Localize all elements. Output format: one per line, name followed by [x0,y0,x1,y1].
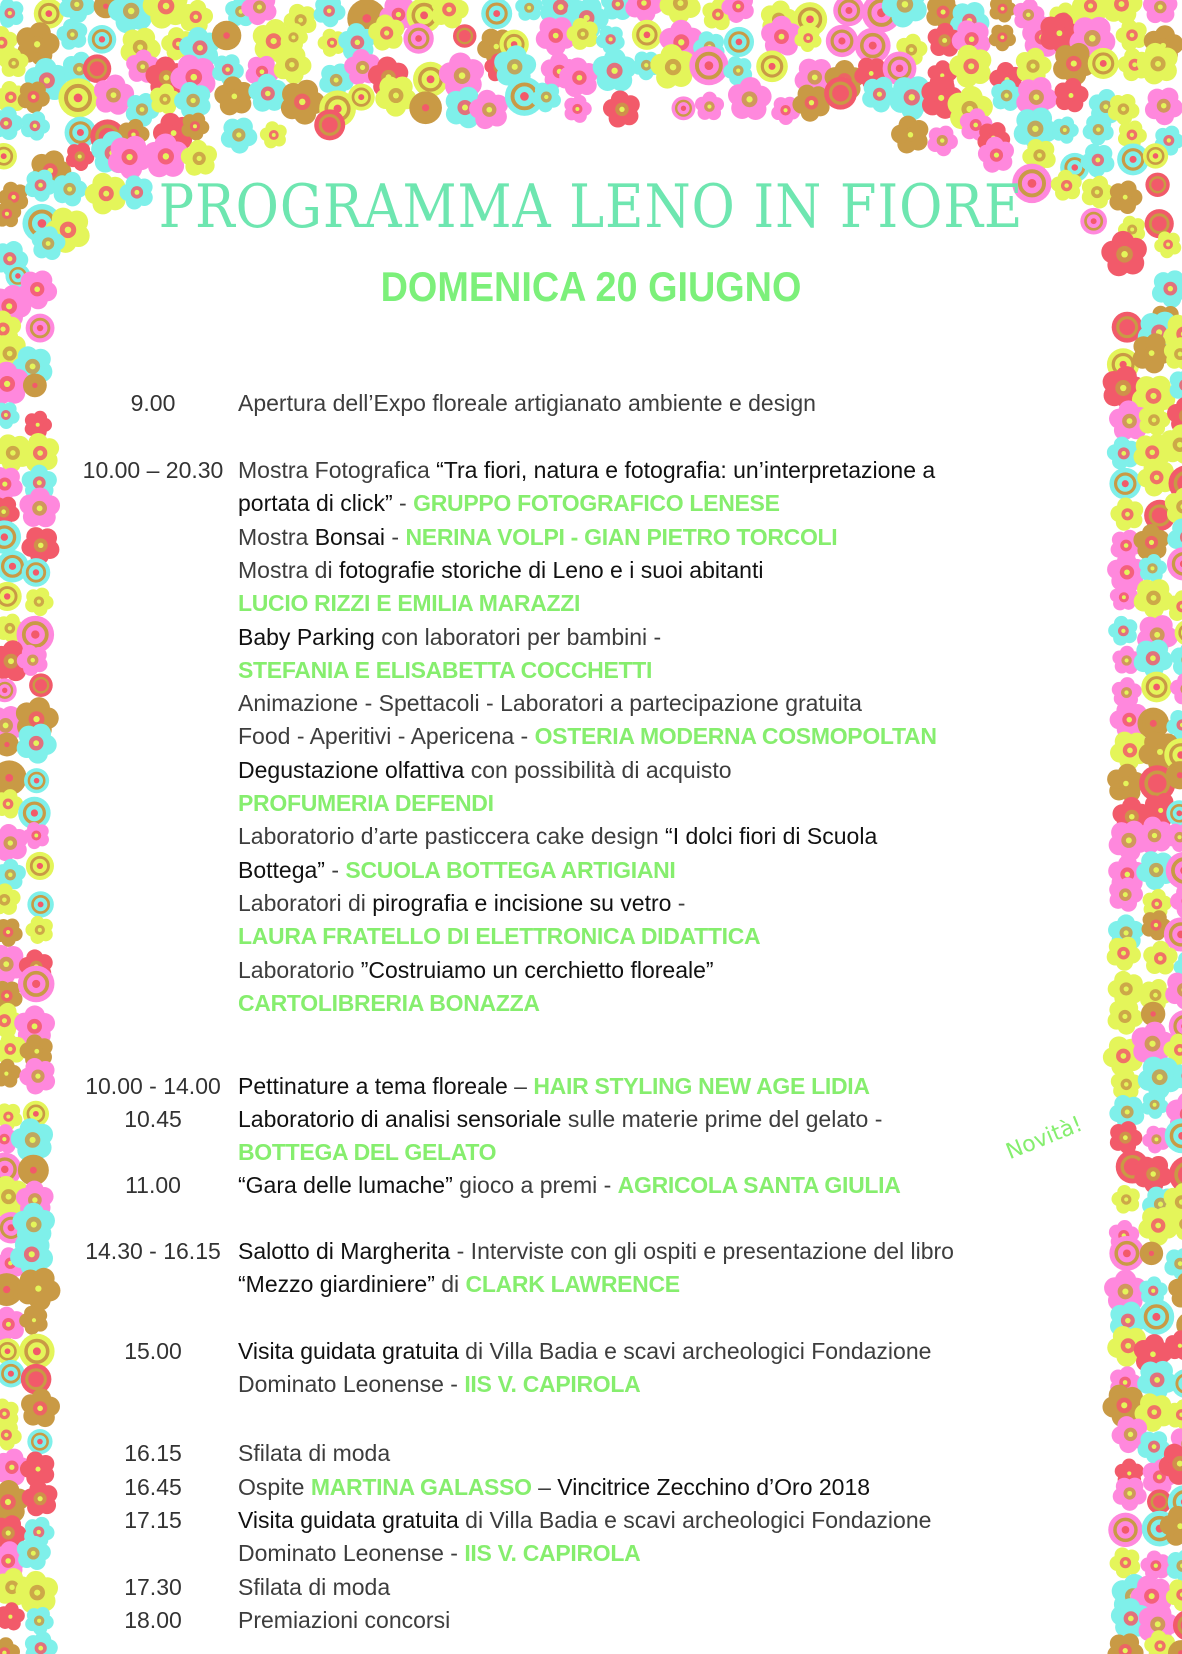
event-text: “Gara delle lumache” [238,1172,453,1198]
flower-icon [695,92,724,120]
event-time: 14.30 - 16.15 [85,1238,221,1264]
flower-icon [403,23,433,53]
event-description-line [238,1438,390,1468]
flower-icon [0,824,28,861]
flower-icon [1110,1121,1143,1154]
event-time: 17.30 [124,1574,182,1600]
event-text: Food - Aperitivi - Apericena - [238,723,535,750]
event-description-line [238,955,714,985]
event-text: portata di click” [238,490,393,517]
flower-icon [260,121,287,148]
event-text: fotografie storiche di Leno e i suoi abitanti [338,556,764,583]
event-text: Visita guidata gratuita [238,1507,459,1533]
organizer-name: LAURA FRATELLO DI ELETTRONICA DIDATTICA [238,923,761,950]
flower-icon [1109,468,1141,500]
flower-icon [1116,19,1147,51]
flower-icon [212,21,242,51]
event-description-line [238,455,935,485]
event-text: – [531,1474,558,1500]
flower-icon [1152,270,1182,308]
flower-icon [314,0,346,27]
event-description-line [238,855,676,885]
event-description-line [238,1170,901,1200]
flower-icon [1107,937,1141,971]
flower-icon [0,582,22,611]
flower-icon [990,0,1017,23]
flower-icon [0,0,23,28]
organizer-name: CLARK LAWRENCE [465,1271,680,1298]
flower-icon [21,1388,60,1427]
flower-icon [1141,1092,1168,1119]
novita-label: Novità! [1002,1111,1087,1165]
flower-icon [1110,497,1143,530]
flower-icon [1168,1272,1182,1307]
event-text: Mostra di [238,556,339,583]
event-description-line [238,1071,870,1101]
flower-icon [1167,1549,1182,1582]
flower-icon [26,314,55,343]
flower-icon [0,107,23,140]
event-text: Mostra [238,523,315,550]
flower-icon [481,0,512,29]
event-time: 10.00 - 14.00 [85,1073,221,1099]
flower-icon [22,558,51,587]
event-description-line [238,1236,954,1266]
flower-icon [453,24,476,47]
flower-icon [21,1364,52,1395]
flower-icon [1164,1248,1182,1280]
event-description-line [238,755,732,785]
event-text: - Interviste con gli ospiti e presentazione del libro [450,1238,954,1264]
event-text: Ospite [238,1474,311,1500]
event-description-line [238,721,937,751]
flower-icon [1167,547,1182,580]
organizer-name: IIS V. CAPIROLA [464,1540,641,1567]
flower-icon [689,46,728,85]
event-text: Visita guidata gratuita [238,1338,459,1364]
flower-icon [409,91,442,124]
event-time: 16.45 [124,1474,182,1500]
event-text: Baby Parking [238,623,375,650]
flower-icon [1170,884,1182,919]
event-text: Mostra Fotografica [238,457,437,483]
event-time: 16.15 [124,1440,182,1466]
event-text: Sfilata di moda [238,1440,391,1466]
flower-icon [18,966,55,1003]
flower-icon [1171,642,1182,676]
flower-icon [855,28,891,64]
event-text: di Villa Badia e scavi archeologici Fondazione [458,1338,932,1364]
event-text: - [392,490,414,517]
flower-icon [1137,1361,1177,1401]
flower-icon [27,891,53,917]
flower-icon [1145,173,1169,197]
event-text: Degustazione olfattiva [238,756,465,783]
event-description-line [238,1605,450,1635]
flower-icon [891,116,928,154]
event-text: sulle materie prime del gelato - [561,1106,883,1132]
flower-icon [1113,1478,1147,1511]
flower-icon [1134,579,1174,618]
organizer-name: MARTINA GALASSO [310,1474,532,1500]
event-text: Premiazioni concorsi [238,1607,451,1633]
organizer-name: HAIR STYLING NEW AGE LIDIA [533,1073,870,1099]
flower-icon [989,25,1016,52]
flower-icon [1102,0,1143,24]
flower-icon [314,109,345,140]
flower-icon [1145,88,1182,126]
flower-icon [1170,673,1182,704]
flower-icon [25,588,53,617]
flower-icon [19,487,60,527]
flower-icon [1140,1550,1170,1580]
flower-icon [0,1059,21,1088]
flower-icon [0,467,23,503]
flower-icon [0,1421,22,1451]
event-description-line [238,1505,931,1535]
flower-icon [348,84,375,111]
flower-icon [0,402,20,429]
flower-icon [1143,0,1177,23]
event-text: - [324,856,346,883]
organizer-name: STEFANIA E ELISABETTA COCCHETTI [238,656,653,683]
event-time: 10.00 – 20.30 [82,457,224,483]
organizer-name: IIS V. CAPIROLA [464,1371,641,1398]
event-text: - [671,889,686,916]
organizer-name: CARTOLIBRERIA BONAZZA [238,989,540,1016]
event-description-line [238,1104,882,1134]
flower-icon [1055,78,1089,112]
flower-icon [927,126,957,157]
flower-icon [724,27,754,57]
event-text: “Tra fiori, natura e fotografia: un’interpretazione a [436,457,936,483]
page-title: PROGRAMMA LENO IN FIORE [158,172,1024,242]
event-description-line [238,1336,931,1366]
event-text: Laboratorio d’arte pasticcera cake design [238,823,666,850]
flower-icon [603,90,640,127]
event-text: “I dolci fiori di Scuola [665,823,878,850]
flower-icon [833,0,864,26]
event-text: Vincitrice Zecchino d’Oro 2018 [557,1474,871,1500]
event-text: Bottega” [238,856,325,883]
event-text: con possibilità di acquisto [464,756,732,783]
flower-icon [1083,115,1114,146]
organizer-name: NERINA VOLPI - GIAN PIETRO TORCOLI [405,523,838,550]
flower-icon [1173,1610,1182,1641]
flower-icon [515,0,543,21]
event-description-line [238,988,540,1018]
flower-icon [1052,116,1079,143]
event-description-line [238,1269,680,1299]
event-text: pirografia e incisione su vetro [372,889,672,916]
flower-icon [274,46,312,84]
flower-icon [0,1360,25,1388]
event-description-line [238,1137,496,1167]
flower-icon [0,1602,25,1630]
event-description-line [238,588,580,618]
organizer-name: PROFUMERIA DEFENDI [238,790,494,816]
event-time: 11.00 [125,1172,181,1198]
event-description-line [238,688,862,718]
event-text: di Villa Badia e scavi archeologici Fondazione [458,1507,932,1533]
flower-icon [564,95,591,123]
flower-icon [1165,971,1182,1010]
organizer-name: GRUPPO FOTOGRAFICO LENESE [413,490,780,517]
flower-icon [29,673,53,697]
event-text: Sfilata di moda [238,1574,391,1600]
event-description-line [238,555,763,585]
event-text: Apertura dell’Expo floreale artigianato ambiente e design [238,390,816,416]
flower-icon [1171,1369,1182,1398]
flower-icon [0,520,21,553]
flower-icon [88,25,117,54]
organizer-name: BOTTEGA DEL GELATO [238,1139,497,1166]
flower-icon [1109,1236,1144,1271]
flower-icon [1108,616,1137,646]
event-text: gioco a premi - [452,1172,618,1198]
event-time: 9.00 [130,390,176,416]
organizer-name: OSTERIA MODERNA COSMOPOLTAN [534,723,937,750]
flower-icon [756,51,788,83]
flower-icon [826,25,858,57]
event-description-line [238,788,494,818]
event-description-line [238,1538,640,1568]
flower-icon [58,78,97,117]
event-text: Salotto di Margherita [238,1238,451,1264]
event-text: di [434,1271,466,1298]
event-text: Laboratorio [238,956,361,983]
flower-icon [1140,1242,1163,1265]
event-description-line [238,888,685,918]
event-time: 18.00 [124,1607,182,1633]
flower-icon [21,111,50,140]
event-text: “Mezzo giardiniere” [238,1271,435,1298]
flower-icon [1141,672,1172,703]
flower-icon [0,678,17,702]
event-description-line [238,622,661,652]
event-description-line [238,821,877,851]
event-time: 10.45 [124,1106,182,1132]
flower-icon [25,916,52,944]
event-date: DOMENICA 20 GIUGNO [380,263,802,310]
event-text: Bonsai [314,523,386,550]
flower-icon [59,0,95,23]
event-text: Laboratorio di analisi sensoriale [238,1106,562,1132]
flower-icon [26,852,54,880]
flower-icon [0,143,17,169]
event-description-line [238,655,652,685]
flower-icon [672,96,696,120]
flower-icon [24,768,49,793]
event-description-line [238,1472,870,1502]
event-text: Dominato Leonense - [238,1371,465,1398]
flower-icon [0,918,23,946]
flower-icon [57,19,88,50]
event-text: ”Costruiamo un cerchietto floreale” [360,956,714,983]
event-text: - [385,523,406,550]
event-description-line [238,1572,390,1602]
flower-icon [1110,1547,1141,1578]
flower-icon [1143,143,1168,168]
event-text: Laboratori di [238,889,373,916]
event-text: – [507,1073,534,1099]
flower-icon [632,20,662,50]
event-text: Animazione - Spettacoli - Laboratori a partecipazione gratuita [238,690,862,717]
flower-icon [214,76,253,115]
flower-icon [0,1637,20,1654]
flower-icon [221,118,257,154]
event-text: con laboratori per bambini - [374,623,662,650]
flower-icon [1109,180,1142,214]
event-time: 15.00 [124,1338,182,1364]
event-description-line [238,921,760,951]
flower-icon [824,77,857,110]
event-description-line [238,488,780,518]
flower-icon [794,25,821,52]
event-description-line [238,1369,640,1399]
event-description-line [238,388,816,418]
flower-icon [1088,48,1119,79]
flower-icon [593,48,637,91]
event-text: Pettinature a tema floreale [238,1073,508,1099]
event-description-line [238,522,837,552]
flower-icon [83,54,111,82]
event-time: 17.15 [124,1507,182,1533]
flower-icon [1108,1513,1142,1547]
flower-icon [1139,1299,1175,1335]
organizer-name: AGRICOLA SANTA GIULIA [617,1172,901,1198]
event-text: Dominato Leonense - [238,1540,465,1567]
flower-icon [1112,1185,1140,1214]
organizer-name: LUCIO RIZZI E EMILIA MARAZZI [238,590,581,617]
flower-icon [17,1268,60,1311]
flower-icon [625,0,664,23]
organizer-name: SCUOLA BOTTEGA ARTIGIANI [345,856,676,883]
